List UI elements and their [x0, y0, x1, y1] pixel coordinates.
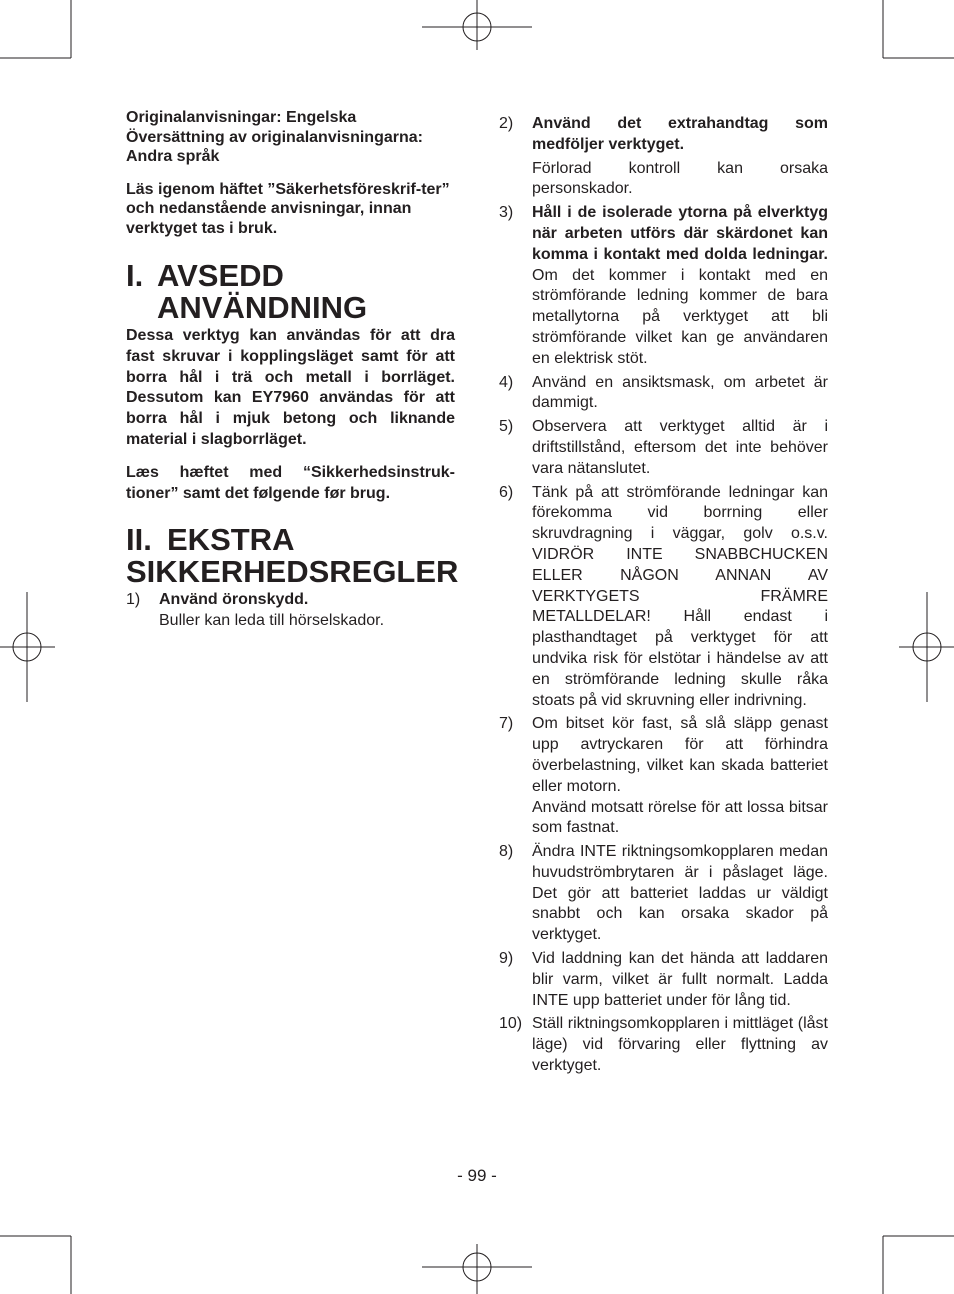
- list-item: [499, 114, 828, 200]
- left-column: [126, 108, 459, 632]
- item-heading: Håll i de isolerade ytorna på elverktyg när arbeten utförs där skärdonet kan komma i kontakt med dolda ledningar.: [532, 204, 828, 263]
- item-number: 8): [499, 843, 514, 861]
- intro-line: Andra språk: [126, 148, 220, 165]
- list-item: [499, 417, 828, 479]
- item-number: 10): [499, 1015, 523, 1033]
- intro-original-language: [126, 108, 455, 167]
- section-title: EKSTRA: [167, 522, 295, 558]
- right-column: [499, 114, 828, 1077]
- item-number: 6): [499, 483, 514, 501]
- list-item: [499, 373, 828, 415]
- item-text: Använd motsatt rörelse för att lossa bitsar som fastnat.: [532, 798, 828, 837]
- item-text: Buller kan leda till hörselskador.: [159, 612, 385, 630]
- item-text: Observera att verktyget alltid är i driftstillstånd, eftersom det inte behöver vara nätanslutet.: [532, 418, 828, 477]
- section-number: I.: [126, 258, 144, 293]
- item-number: 9): [499, 950, 514, 968]
- section-heading-intended-use: [126, 260, 455, 324]
- intro-line: Originalanvisningar: Engelska: [126, 109, 357, 126]
- page-number: - 99 -: [457, 1166, 497, 1185]
- section-title: AVSEDD: [157, 258, 284, 293]
- section-title: ANVÄNDNING: [157, 290, 368, 325]
- list-item: [499, 483, 828, 712]
- list-item: [499, 1014, 828, 1076]
- list-item: [126, 590, 455, 632]
- item-number: 3): [499, 204, 514, 222]
- item-number: 5): [499, 418, 514, 436]
- list-item: [499, 203, 828, 369]
- item-heading: Använd öronskydd.: [159, 591, 309, 609]
- intro-line: Översättning av originalanvisningarna:: [126, 128, 423, 146]
- item-heading: Använd det extrahandtag som medföljer verktyget.: [532, 115, 828, 153]
- item-number: 2): [499, 115, 514, 132]
- item-text: Tänk på att strömförande ledningar kan förekomma vid borrning eller skruvdragning i väggar, golv o.s.v. VIDRÖR INTE SNABBCHUCKEN ELLER NÅGON ANNAN AV VERKTYGETS FRÄMRE METALLDELAR! Håll endast i plasthandtaget på verktyget för att undvika risk för elstötar i händelse av att en strömförande ledning skulle råka stoats på vid skruvning eller indrivning.: [532, 483, 828, 709]
- item-number: 1): [126, 591, 141, 609]
- list-item: [499, 842, 828, 946]
- item-number: 7): [499, 715, 514, 733]
- intended-use-paragraph: Dessa verktyg kan användas för att dra fast skruvar i kopplingsläget samt för att borra hål i trä och metall i borrläget. Dessutom kan EY7960 användas för att borra hål i mjuk betong och liknande material i slagborrläget.: [126, 327, 455, 448]
- item-number: 4): [499, 373, 514, 391]
- item-text: Ställ riktningsomkopplaren i mittläget (låst läge) vid förvaring eller flyttning av verktyget.: [532, 1015, 828, 1075]
- list-item: [499, 949, 828, 1011]
- intro-read-booklet: Läs igenom häftet ”Säkerhetsföreskrif-ter” och nedanstående anvisningar, innan verktyget tas i bruk.: [126, 180, 450, 237]
- item-text: Använd en ansiktsmask, om arbetet är dammigt.: [532, 373, 828, 412]
- section-number: II.: [126, 522, 152, 558]
- item-text: Om det kommer i kontakt med en strömförande ledning kommer de bara metallytorna på verktyget att bli strömförande vilket kan ge användaren en elektrisk stöt.: [532, 266, 828, 367]
- danish-instruction: Læs hæftet med “Sikkerhedsinstruk-tioner” samt det følgende før brug.: [126, 463, 455, 502]
- item-text: Ändra INTE riktningsomkopplaren medan huvudströmbrytaren är i påslaget läge. Det gör att batteriet laddas ur väldigt snabbt och kan orsaka skador på verktyget.: [532, 843, 828, 944]
- list-item: [499, 714, 828, 839]
- section-title: SIKKERHEDSREGLER: [126, 554, 459, 590]
- item-text: Vid laddning kan det hända att laddaren blir varm, vilket är fullt normalt. Ladda INTE upp batteriet under för lång tid.: [532, 950, 828, 1009]
- section-heading-extra-safety: [126, 522, 459, 590]
- item-text: Förlorad kontroll kan orsaka personskador.: [532, 159, 828, 198]
- item-text: Om bitset kör fast, så slå släpp genast upp avtryckaren för att förhindra överbelastning, vilket kan skada batteriet eller motorn.: [532, 715, 828, 795]
